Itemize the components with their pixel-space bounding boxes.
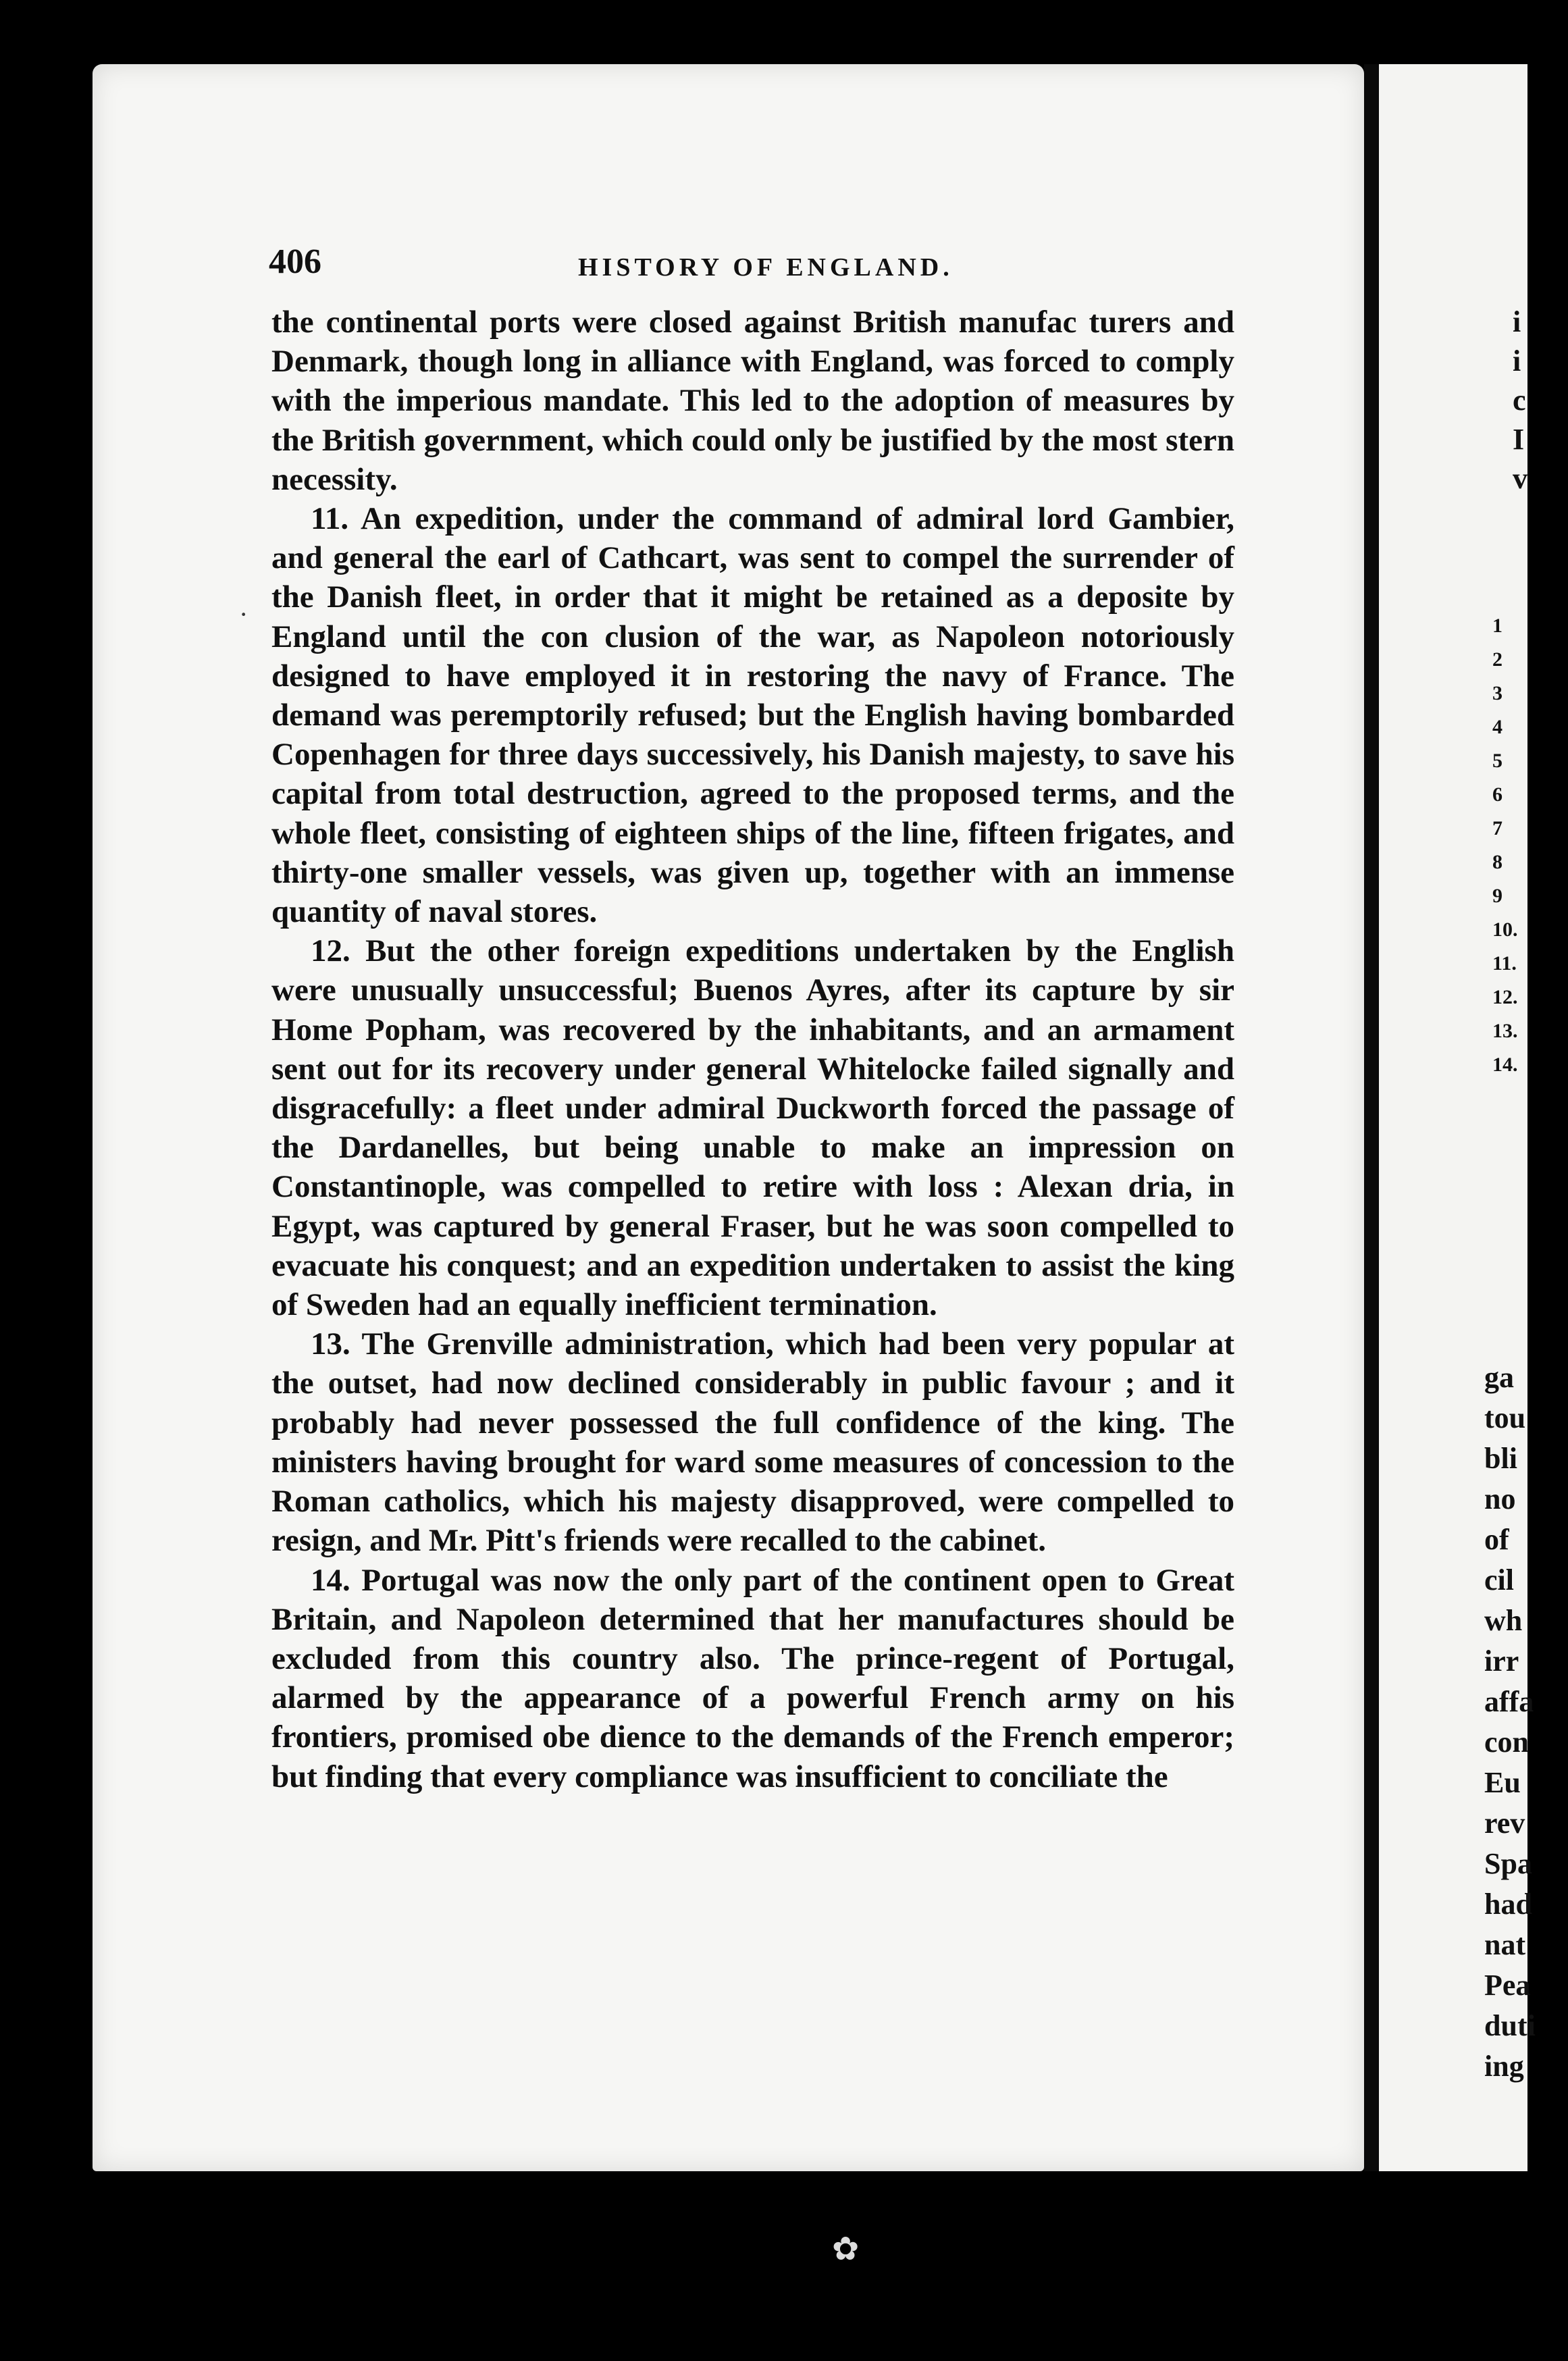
text-line: compel the surrender of the Danish fleet, in order that it [271, 540, 1234, 615]
page-header [269, 242, 1241, 282]
text-line: Gambier, and general the earl of Cathcart, was sent to [271, 501, 1234, 576]
text-line: The prince-regent of Portugal, alarmed by the appearance [271, 1640, 1234, 1716]
text-line: led to the adoption of measures by the British government, [271, 383, 1234, 458]
fragment: Pea [1484, 1969, 1531, 2002]
fragment: 6 [1492, 783, 1502, 806]
text-line: might be retained as a deposite by England until the con [271, 579, 1234, 654]
fragment: affa [1484, 1685, 1534, 1718]
facing-page-numbers [1492, 609, 1548, 1082]
fragment: 7 [1492, 817, 1502, 839]
fragment: 2 [1492, 648, 1502, 671]
fragment: ing [1484, 2050, 1524, 2083]
fragment: 12. [1492, 986, 1518, 1008]
text-line: dience to the demands of the French emperor; but finding [271, 1719, 1234, 1794]
fragment: c [1513, 384, 1526, 417]
text-line: demand was peremptorily refused; but the English having [271, 698, 1078, 733]
text-line: quantity of naval stores. [271, 894, 598, 930]
fragment: wh [1484, 1604, 1523, 1637]
fragment: 5 [1492, 750, 1502, 772]
fragment: irr [1484, 1644, 1519, 1678]
fragment: 4 [1492, 716, 1502, 738]
fragment: Eu [1484, 1766, 1521, 1799]
paragraph-11 [271, 499, 1234, 931]
fragment: no [1484, 1482, 1516, 1515]
text-line: English were unusually unsuccessful; Buenos Ayres, after [271, 933, 1234, 1008]
paragraph-13 [271, 1324, 1234, 1560]
text-line: have employed it in restoring the navy of France. The [446, 658, 1234, 694]
fragment: had [1484, 1888, 1532, 1921]
page-number: 406 [269, 242, 321, 281]
text-line: of eighteen ships of the line, fifteen frigates, and thirty-one [271, 815, 1234, 890]
fragment: 10. [1492, 918, 1518, 941]
fragment: con [1484, 1726, 1529, 1759]
fragment: bli [1484, 1442, 1517, 1475]
fragment: 11. [1492, 952, 1517, 975]
fragment: 8 [1492, 851, 1502, 873]
text-line: 13. The Grenville administration, which had been very [311, 1326, 1089, 1362]
paragraph-continuation [271, 303, 1234, 499]
margin-dot: · [239, 599, 249, 629]
text-line: 14. Portugal was now the only part of the continent [311, 1562, 1042, 1598]
fragment: 13. [1492, 1020, 1518, 1042]
text-line: Danish majesty, to save his capital from total destruction, [271, 737, 1234, 812]
fragment: I [1513, 423, 1525, 456]
fragment: 9 [1492, 885, 1502, 907]
text-line: fleet under admiral Duckworth forced the passage of the [271, 1091, 1234, 1166]
facing-page-lower-fragments [1484, 1357, 1540, 2087]
body-text [271, 303, 1234, 1796]
text-line: dria, in Egypt, was captured by general Fraser, but he was [271, 1169, 1234, 1244]
text-line: of a powerful French army on his frontiers, promised obe [271, 1680, 1234, 1755]
fragment: i [1513, 305, 1521, 338]
text-line: the continental ports were closed against British manufac [271, 305, 1077, 340]
fragment: duti [1484, 2009, 1536, 2042]
facing-page-top-fragments [1513, 303, 1568, 498]
text-line: Constantinople, was compelled to retire with loss : Alexan [271, 1169, 1113, 1205]
text-line: inefficient termination. [625, 1287, 937, 1323]
book-gutter [1364, 64, 1379, 2171]
text-line: agreed to the proposed terms, and the whole fleet, consisting [271, 776, 1234, 851]
running-head: HISTORY OF ENGLAND. [578, 253, 953, 282]
fragment: ga [1484, 1361, 1514, 1394]
text-line: 12. But the other foreign expeditions undertaken by the [311, 933, 1132, 969]
text-line: and Mr. Pitt's friends were recalled to the cabinet. [369, 1523, 1047, 1559]
text-line: smaller vessels, was given up, together with an immense [422, 854, 1234, 890]
text-line: general Whitelocke failed signally and disgracefully: a [271, 1051, 1234, 1126]
paragraph-12 [271, 931, 1234, 1324]
text-line: bombarded Copenhagen for three days successively, his [271, 698, 1234, 773]
text-line: undertaken to assist the king of Sweden had an equally [271, 1247, 1235, 1323]
text-line: manufactures should be excluded from this country also. [271, 1601, 1234, 1676]
fragment: tou [1484, 1401, 1526, 1434]
text-line: that every compliance was insufficient to conciliate the [430, 1759, 1168, 1794]
ornament-icon: ✿ [832, 2231, 860, 2267]
text-line: was forced to comply with the imperious mandate. This [271, 344, 1234, 419]
text-line: ward some measures of concession to the Roman catholics, [271, 1444, 1234, 1520]
text-line: Dardanelles, but being unable to make an impression on [338, 1130, 1234, 1166]
text-line: soon compelled to evacuate his conquest; and an expedition [271, 1208, 1234, 1283]
fragment: 3 [1492, 682, 1502, 704]
fragment: of [1484, 1523, 1509, 1556]
text-line: 11. An expedition, under the command of admiral lord [311, 501, 1108, 537]
fragment: v [1513, 462, 1527, 495]
fragment: Spa [1484, 1847, 1532, 1880]
text-line: open to Great Britain, and Napoleon determined that her [271, 1562, 1235, 1637]
text-line: inhabitants, and an armament sent out for its recovery under [271, 1012, 1234, 1087]
fragment: 14. [1492, 1054, 1518, 1076]
paragraph-14 [271, 1561, 1234, 1796]
text-line: popular at the outset, had now declined considerably in [271, 1326, 1234, 1401]
text-line: clusion of the war, as Napoleon notoriously designed to [271, 619, 1234, 694]
fragment: cil [1484, 1563, 1514, 1597]
fragment: rev [1484, 1807, 1525, 1840]
text-line: which his majesty disapproved, were compelled to resign, [271, 1484, 1234, 1559]
text-line: confidence of the king. The ministers having brought for [271, 1405, 1235, 1480]
fragment: i [1513, 344, 1521, 378]
text-line: public favour ; and it probably had never possessed the full [271, 1366, 1234, 1441]
text-line: which could only be justified by the most stern necessity. [271, 422, 1234, 497]
fragment: 1 [1492, 615, 1502, 637]
fragment: nat [1484, 1928, 1526, 1961]
text-line: turers and Denmark, though long in alliance with England, [271, 305, 1235, 380]
text-line: its capture by sir Home Popham, was recovered by the [271, 972, 1234, 1047]
